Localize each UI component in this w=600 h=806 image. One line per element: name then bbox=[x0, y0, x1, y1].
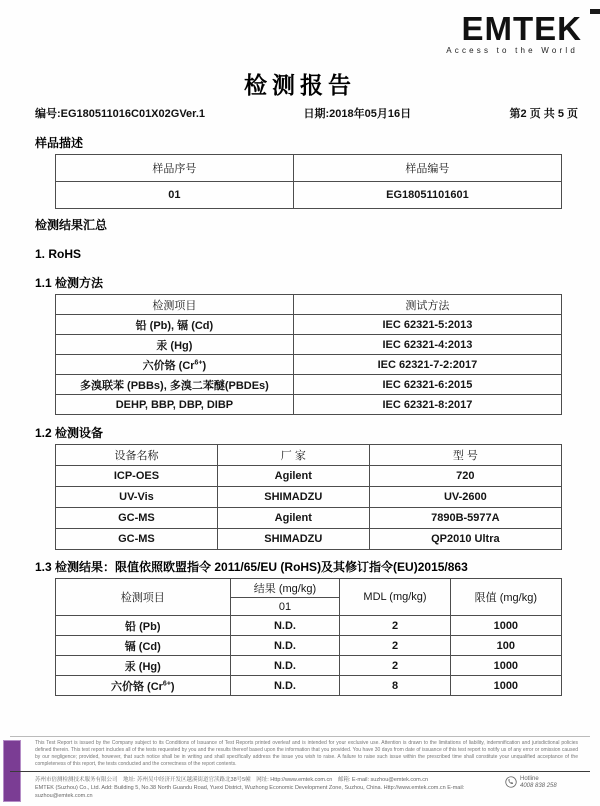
table-row bbox=[56, 487, 562, 508]
company-logo bbox=[0, 0, 600, 56]
page-indicator: 第2 页 共 5 页 bbox=[509, 108, 578, 120]
column-header: 设备名称 bbox=[56, 445, 218, 466]
company-address-zh: 苏州市倍测检测技术服务有限公司 地址: 苏州吴中经济开发区越溪街道官渎路北38号5幢 网址: Http://www.emtek.com.cn 邮箱: E-mail: suzhou@emtek.com.cn bbox=[35, 777, 429, 783]
phone-icon bbox=[505, 776, 517, 788]
table-row bbox=[56, 335, 562, 355]
test-item-cell: 铅 (Pb), 镉 (Cd) bbox=[56, 315, 294, 335]
equipment-table bbox=[55, 444, 562, 550]
column-header: 检测项目 bbox=[56, 295, 294, 315]
footer-divider-top bbox=[10, 736, 590, 737]
device-cell: GC-MS bbox=[56, 529, 218, 550]
equipment-heading: 1.2 检测设备 bbox=[35, 426, 104, 440]
report-number: 编号:EG180511016C01X02GVer.1 bbox=[35, 108, 206, 120]
mdl-cell: 2 bbox=[340, 656, 450, 676]
page-title: 检测报告 bbox=[244, 72, 356, 98]
column-header: MDL (mg/kg) bbox=[340, 579, 450, 616]
table-row bbox=[56, 315, 562, 335]
test-result-table bbox=[55, 578, 562, 696]
model-cell: 720 bbox=[369, 466, 561, 487]
report-date: 日期:2018年05月16日 bbox=[303, 108, 412, 120]
column-header: 样品序号 bbox=[56, 155, 294, 182]
table-row bbox=[56, 375, 562, 395]
device-cell: ICP-OES bbox=[56, 466, 218, 487]
table-header-row bbox=[56, 295, 562, 315]
hotline-label: Hotline bbox=[520, 776, 539, 782]
result-cell: N.D. bbox=[230, 616, 340, 636]
model-cell: QP2010 Ultra bbox=[369, 529, 561, 550]
table-row bbox=[56, 616, 562, 636]
table-row bbox=[56, 676, 562, 696]
test-item-cell: 六价铬 $(Cr^{6+})$ bbox=[56, 676, 231, 696]
result-cell: N.D. bbox=[230, 636, 340, 656]
report-meta bbox=[35, 108, 578, 121]
method-cell: IEC 62321-7-2:2017 bbox=[293, 355, 561, 375]
method-cell: IEC 62321-6:2015 bbox=[293, 375, 561, 395]
test-item-cell: 铅 (Pb) bbox=[56, 616, 231, 636]
column-header: 结果 (mg/kg) bbox=[230, 579, 340, 598]
vendor-cell: SHIMADZU bbox=[217, 487, 369, 508]
method-cell: IEC 62321-5:2013 bbox=[293, 315, 561, 335]
logo-wordmark: EMTEK bbox=[461, 10, 582, 47]
table-row bbox=[56, 182, 562, 209]
scan-artifact-top bbox=[590, 9, 600, 14]
mdl-cell: 8 bbox=[340, 676, 450, 696]
disclaimer-text: This Test Report is issued by the Company subject to its Conditions of Issuance of Test Reports printed overleaf and is intended for your exclusive use. Attention is drawn to the limitations of liability, indemnification and jurisdictional policies defined therein. This test report includes all of the tests requested by you and the results thereof based upon the information that you provided. You have 30 days from date of issuance of this test report to notify us of any error or omission caused by our negligence; provided, however, that such notice shall be in writing and shall specifically address the issue you wish to raise. A failure to raise such issue within the prescribed time shall constitute your unqualified acceptance of the completeness of this report, the tests conducted and the correctness of the report contents. bbox=[35, 740, 578, 767]
table-row bbox=[56, 636, 562, 656]
result-cell: N.D. bbox=[230, 656, 340, 676]
mdl-cell: 2 bbox=[340, 636, 450, 656]
sample-table bbox=[55, 154, 562, 209]
model-cell: UV-2600 bbox=[369, 487, 561, 508]
table-row bbox=[56, 355, 562, 375]
mdl-cell: 2 bbox=[340, 616, 450, 636]
test-method-table bbox=[55, 294, 562, 415]
column-header: 型 号 bbox=[369, 445, 561, 466]
table-row bbox=[56, 656, 562, 676]
limit-cell: 1000 bbox=[450, 616, 561, 636]
limit-cell: 1000 bbox=[450, 656, 561, 676]
vendor-cell: Agilent bbox=[217, 466, 369, 487]
test-item-cell: 镉 (Cd) bbox=[56, 636, 231, 656]
table-header-row bbox=[56, 579, 562, 598]
table-header-row bbox=[56, 445, 562, 466]
test-item-cell: 六价铬 $(Cr^{6+})$ bbox=[56, 355, 294, 375]
column-header: 测试方法 bbox=[293, 295, 561, 315]
hotline-block bbox=[505, 776, 557, 790]
company-address-en: EMTEK (Suzhou) Co., Ltd. Add: Building 5, No.38 North Guandu Road, Yuexi District, Wuzhong Economic Development Zone, Suzhou, China. Http://www.emtek.com.cn E-mail: suzhou@emtek.com.cn bbox=[35, 785, 465, 799]
test-item-cell: 汞 (Hg) bbox=[56, 335, 294, 355]
logo-tagline: Access to the World bbox=[446, 46, 578, 55]
sample-no-cell: 01 bbox=[56, 182, 294, 209]
test-item-cell: DEHP, BBP, DBP, DIBP bbox=[56, 395, 294, 415]
sample-column-header: 01 bbox=[230, 598, 340, 616]
test-result-heading: 1.3 检测结果：限值依照欧盟指令 2011/65/EU (RoHS)及其修订指令(EU)2015/863 bbox=[35, 560, 468, 574]
result-cell: N.D. bbox=[230, 676, 340, 696]
device-cell: GC-MS bbox=[56, 508, 218, 529]
sample-id-cell: EG18051101601 bbox=[293, 182, 561, 209]
device-cell: UV-Vis bbox=[56, 487, 218, 508]
vendor-cell: Agilent bbox=[217, 508, 369, 529]
method-cell: IEC 62321-8:2017 bbox=[293, 395, 561, 415]
method-cell: IEC 62321-4:2013 bbox=[293, 335, 561, 355]
vendor-cell: SHIMADZU bbox=[217, 529, 369, 550]
column-header: 限值 (mg/kg) bbox=[450, 579, 561, 616]
table-row bbox=[56, 395, 562, 415]
table-row bbox=[56, 529, 562, 550]
results-summary-heading: 检测结果汇总 bbox=[35, 218, 108, 232]
limit-cell: 100 bbox=[450, 636, 561, 656]
report-footer bbox=[0, 736, 600, 806]
hotline-number: 4008 838 258 bbox=[520, 783, 557, 789]
company-info bbox=[35, 776, 490, 800]
table-row bbox=[56, 508, 562, 529]
column-header: 厂 家 bbox=[217, 445, 369, 466]
sample-description-heading: 样品描述 bbox=[35, 136, 84, 150]
test-item-cell: 多溴联苯 (PBBs), 多溴二苯醚(PBDEs) bbox=[56, 375, 294, 395]
test-method-heading: 1.1 检测方法 bbox=[35, 276, 104, 290]
table-header-row bbox=[56, 155, 562, 182]
test-item-cell: 汞 (Hg) bbox=[56, 656, 231, 676]
limit-cell: 1000 bbox=[450, 676, 561, 696]
table-row bbox=[56, 466, 562, 487]
model-cell: 7890B-5977A bbox=[369, 508, 561, 529]
rohs-heading: 1. RoHS bbox=[35, 247, 82, 261]
column-header: 样品编号 bbox=[293, 155, 561, 182]
column-header: 检测项目 bbox=[56, 579, 231, 616]
footer-divider-bottom bbox=[10, 771, 590, 772]
